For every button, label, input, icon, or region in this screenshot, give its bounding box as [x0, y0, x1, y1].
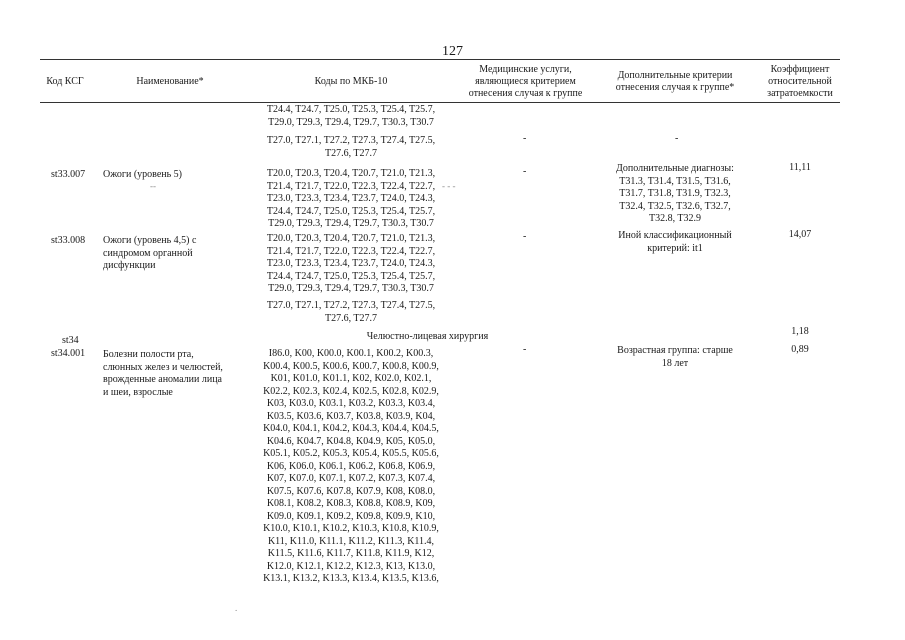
services-dash: - — [523, 344, 527, 355]
ksg-name: Болезни полости рта, слюнных желез и челюстей, врожденные аномалии лица и шеи, взрослые — [103, 349, 223, 398]
services-dash: - — [523, 133, 527, 144]
services-dash: - — [523, 166, 527, 177]
coefficient: 0,89 — [791, 344, 809, 355]
mkb-codes: T24.4, T24.7, T25.0, T25.3, T25.4, T25.7, T29.0, T29.3, T29.4, T29.7, T30.3, T30.7 — [266, 104, 436, 128]
ksg-code: st34 — [62, 335, 79, 346]
header-name: Наименование* — [136, 76, 204, 87]
scan-speck: ‑‑ — [150, 181, 156, 191]
table-top-rule — [40, 59, 840, 60]
ksg-name: Ожоги (уровень 4,5) с синдромом органной дисфункции — [103, 235, 197, 271]
group-name: Челюстно-лицевая хирургия — [366, 331, 489, 342]
criteria: Дополнительные диагнозы: T31.3, T31.4, T31.5, T31.6, T31.7, T31.8, T31.9, T32.3, T32.4, T32.5, T32.6, T32.7, T32.8, T32.9 — [616, 163, 734, 224]
criteria: Возрастная группа: старше 18 лет — [617, 345, 733, 369]
criteria-dash: - — [675, 133, 679, 144]
coefficient: 11,11 — [789, 162, 811, 173]
scan-speck: . — [235, 603, 238, 613]
header-services: Медицинские услуги, являющиеся критерием отнесения случая к группе — [468, 64, 583, 99]
header-criteria: Дополнительные критерии отнесения случая к группе* — [615, 70, 735, 93]
mkb-codes: T27.0, T27.1, T27.2, T27.3, T27.4, T27.5, T27.6, T27.7 — [266, 135, 436, 159]
ksg-name: Ожоги (уровень 5) — [103, 169, 183, 180]
coefficient: 1,18 — [791, 326, 809, 337]
coefficient: 14,07 — [788, 229, 812, 240]
mkb-codes: T27.0, T27.1, T27.2, T27.3, T27.4, T27.5, T27.6, T27.7 — [266, 300, 436, 324]
mkb-codes: T20.0, T20.3, T20.4, T20.7, T21.0, T21.3, T21.4, T21.7, T22.0, T22.3, T22.4, T22.7, T23.0, T23.3, T23.4, T23.7, T24.0, T24.3, T24.4, T24.7, T25.0, T25.3, T25.4, T25.7, T29.0, T29.3, T29.4, T29.7, T30.3, T30.7 — [266, 233, 436, 294]
scan-speck: ‑ ‑ ‑ — [442, 181, 456, 191]
header-coef: Коэффициент относительной затратоемкости — [767, 64, 833, 99]
table-header-rule — [40, 102, 840, 103]
header-mkb: Коды по МКБ-10 — [314, 76, 388, 87]
page-number: 127 — [442, 44, 463, 59]
mkb-codes: T20.0, T20.3, T20.4, T20.7, T21.0, T21.3, T21.4, T21.7, T22.0, T22.3, T22.4, T22.7, T23.0, T23.3, T23.4, T23.7, T24.0, T24.3, T24.4, T24.7, T25.0, T25.3, T25.4, T25.7, T29.0, T29.3, T29.4, T29.7, T30.3, T30.7 — [266, 168, 436, 229]
ksg-code: st34.001 — [51, 348, 86, 359]
criteria: Иной классификационный критерий: it1 — [618, 230, 732, 254]
header-code: Код КСГ — [46, 76, 84, 87]
ksg-code: st33.008 — [51, 235, 86, 246]
mkb-codes: I86.0, K00, K00.0, K00.1, K00.2, K00.3, K00.4, K00.5, K00.6, K00.7, K00.8, K00.9, K01, K01.0, K01.1, K02, K02.0, K02.1, K02.2, K02.3, K02.4, K02.5, K02.8, K02.9, K03, K03.0, K03.1, K03.2, K03.3, K03.4, K03.5, K03.6, K03.7, K03.8, K03.9, K04, K04.0, K04.1, K04.2, K04.3, K04.4, K04.5, K04.6, K04.7, K04.8, K04.9, K05, K05.0, K05.1, K05.2, K05.3, K05.4, K05.5, K05.6, K06, K06.0, K06.1, K06.2, K06.8, K06.9, K07, K07.0, K07.1, K07.2, K07.3, K07.4, K07.5, K07.6, K07.8, K07.9, K08, K08.0, K08.1, K08.2, K08.3, K08.8, K08.9, K09, K09.0, K09.1, K09.2, K09.8, K09.9, K10, K10.0, K10.1, K10.2, K10.3, K10.8, K10.9, K11, K11.0, K11.1, K11.2, K11.3, K11.4, K11.5, K11.6, K11.7, K11.8, K11.9, K12, K12.0, K12.1, K12.2, K12.3, K13, K13.0, K13.1, K13.2, K13.3, K13.4, K13.5, K13.6, — [263, 348, 439, 584]
ksg-code: st33.007 — [51, 169, 86, 180]
services-dash: - — [523, 231, 527, 242]
